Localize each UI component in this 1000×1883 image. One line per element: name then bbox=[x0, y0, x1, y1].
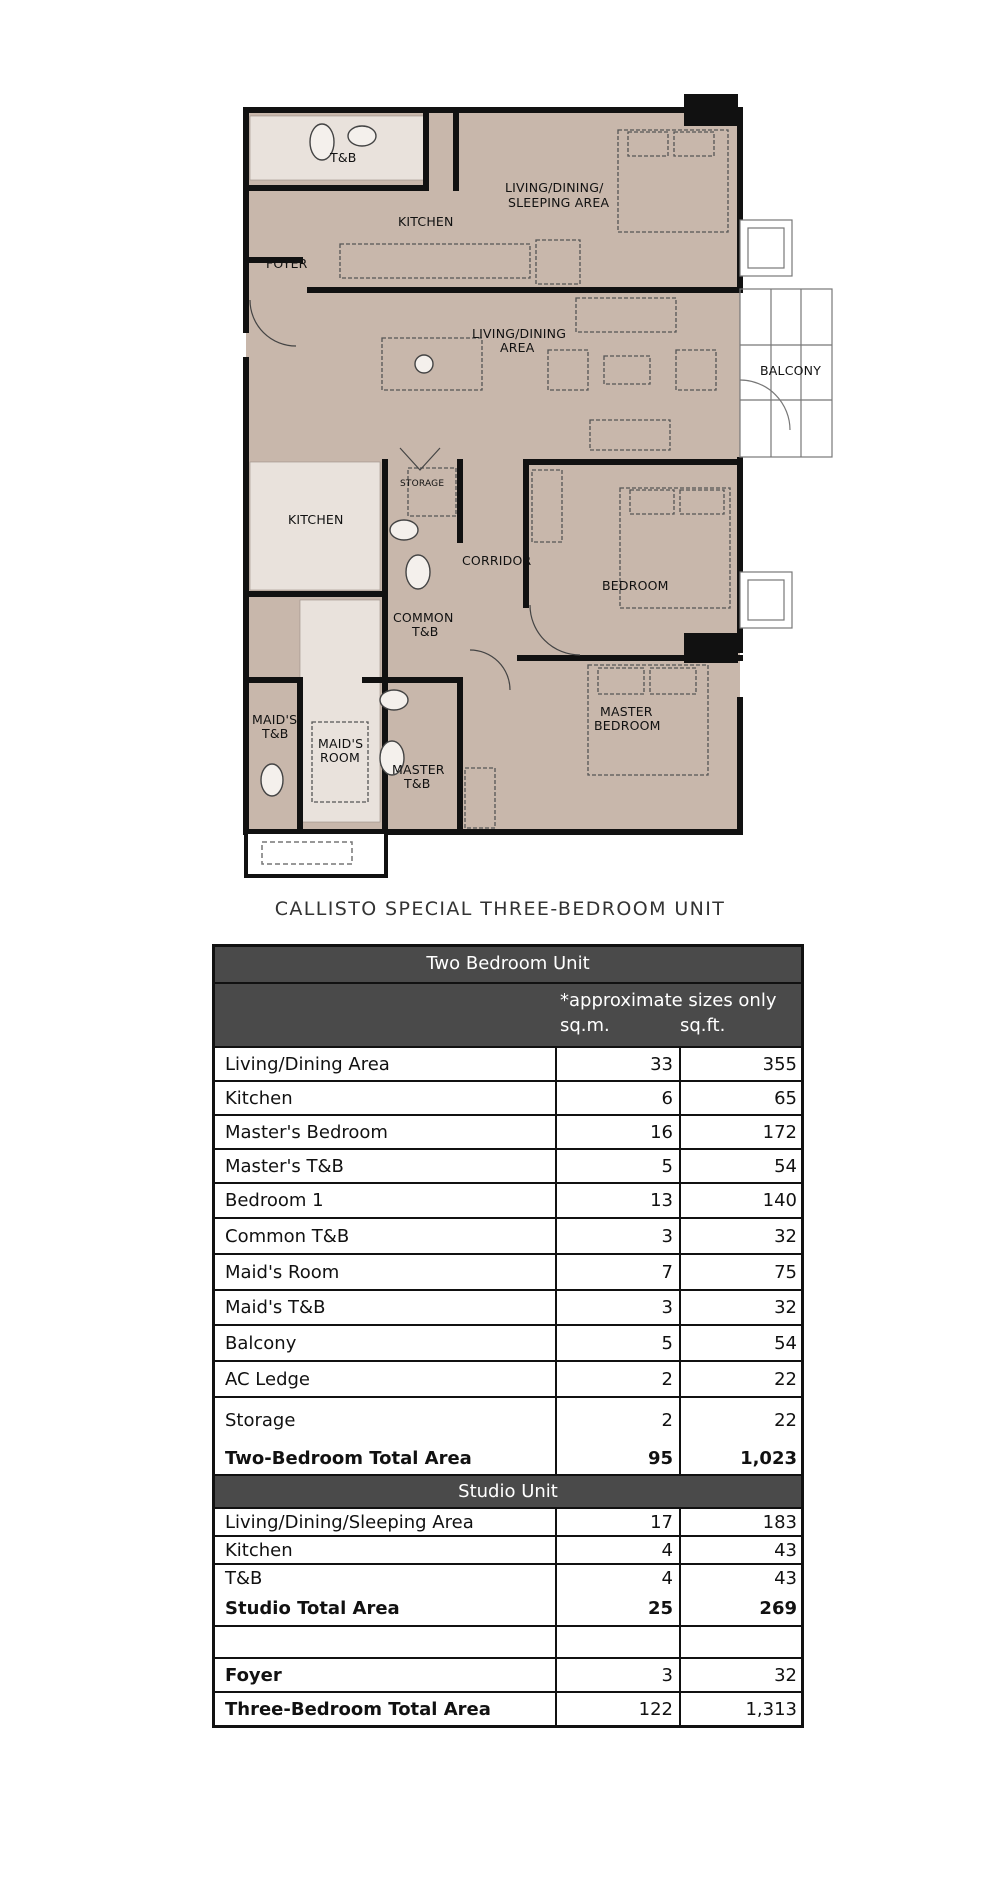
row-sqm: 95 bbox=[557, 1442, 681, 1474]
table-row bbox=[215, 1255, 801, 1291]
table-row bbox=[215, 1291, 801, 1326]
table-row bbox=[215, 1082, 801, 1116]
row-label: Studio Total Area bbox=[215, 1591, 557, 1625]
label-kitchen-left: KITCHEN bbox=[288, 512, 344, 527]
table-row bbox=[215, 1565, 801, 1591]
area-table bbox=[212, 944, 804, 1728]
label-living-dining-1: LIVING/DINING bbox=[472, 326, 567, 341]
row-sqm: 4 bbox=[557, 1537, 681, 1563]
row-sqm: 3 bbox=[557, 1291, 681, 1324]
row-label: Kitchen bbox=[215, 1537, 557, 1563]
row-sqm: 4 bbox=[557, 1565, 681, 1591]
row-sqm: 7 bbox=[557, 1255, 681, 1289]
table-row bbox=[215, 1362, 801, 1398]
table-row bbox=[215, 1326, 801, 1362]
label-corridor: CORRIDOR bbox=[462, 553, 532, 568]
table-row bbox=[215, 1537, 801, 1565]
row-label: AC Ledge bbox=[215, 1362, 557, 1396]
row-sqft: 269 bbox=[759, 1597, 797, 1619]
label-master-bedroom-2: BEDROOM bbox=[594, 718, 661, 733]
row-sqft: 1,313 bbox=[745, 1698, 797, 1720]
plan-caption: CALLISTO SPECIAL THREE-BEDROOM UNIT bbox=[274, 898, 726, 920]
empty-row bbox=[215, 1627, 801, 1659]
table-row bbox=[215, 1219, 801, 1255]
label-bedroom: BEDROOM bbox=[602, 578, 669, 593]
three-bedroom-total-row bbox=[215, 1693, 801, 1725]
label-storage: STORAGE bbox=[400, 479, 445, 489]
label-master-tb-2: T&B bbox=[404, 776, 431, 791]
table-row bbox=[215, 1116, 801, 1150]
label-foyer: FOYER bbox=[266, 256, 308, 271]
studio-header: Studio Unit bbox=[215, 1476, 801, 1509]
table-row bbox=[215, 1509, 801, 1537]
row-sqft: 22 bbox=[774, 1409, 797, 1431]
label-maids-room-2: ROOM bbox=[320, 750, 360, 765]
row-label: Maid's Room bbox=[215, 1255, 557, 1289]
row-sqft: 140 bbox=[762, 1190, 797, 1211]
foyer-row bbox=[215, 1659, 801, 1693]
label-kitchen-top: KITCHEN bbox=[398, 214, 454, 229]
row-sqft: 32 bbox=[774, 1664, 797, 1686]
row-label: Kitchen bbox=[215, 1082, 557, 1114]
row-sqm: 16 bbox=[557, 1116, 681, 1148]
label-common-tb-1: COMMON bbox=[393, 610, 454, 625]
label-master-bedroom-1: MASTER bbox=[600, 704, 653, 719]
row-label: Master's T&B bbox=[215, 1150, 557, 1182]
unit-sqm: sq.m. bbox=[560, 1015, 610, 1036]
label-maids-room-1: MAID'S bbox=[318, 736, 364, 751]
approximate-note: *approximate sizes only bbox=[560, 990, 777, 1011]
row-sqm: 33 bbox=[557, 1048, 681, 1080]
table-row bbox=[215, 1150, 801, 1184]
row-label: Maid's T&B bbox=[215, 1291, 557, 1324]
two-bedroom-header: Two Bedroom Unit bbox=[215, 947, 801, 984]
table-row bbox=[215, 1398, 801, 1442]
row-label: Master's Bedroom bbox=[215, 1116, 557, 1148]
studio-total-row bbox=[215, 1591, 801, 1627]
row-label: Living/Dining Area bbox=[215, 1048, 557, 1080]
row-sqft: 43 bbox=[774, 1539, 797, 1561]
row-label: Storage bbox=[215, 1398, 557, 1442]
row-sqm: 5 bbox=[557, 1150, 681, 1182]
floor-plan bbox=[0, 0, 1000, 890]
two-bedroom-rows bbox=[215, 1048, 801, 1442]
label-tb-top: T&B bbox=[330, 150, 357, 165]
row-sqm: 122 bbox=[557, 1693, 681, 1725]
row-sqft: 65 bbox=[774, 1087, 797, 1109]
row-sqft: 1,023 bbox=[740, 1447, 797, 1469]
row-label: Foyer bbox=[215, 1659, 557, 1691]
row-sqft: 355 bbox=[762, 1053, 797, 1075]
row-sqm: 17 bbox=[557, 1509, 681, 1535]
row-label: Living/Dining/Sleeping Area bbox=[215, 1509, 557, 1535]
row-sqm: 25 bbox=[557, 1591, 681, 1625]
label-maids-tb-1: MAID'S bbox=[252, 712, 298, 727]
row-label: T&B bbox=[215, 1565, 557, 1591]
row-sqft: 172 bbox=[762, 1121, 797, 1143]
two-bedroom-total-row bbox=[215, 1442, 801, 1476]
row-sqft: 32 bbox=[774, 1225, 797, 1247]
row-sqft: 22 bbox=[774, 1368, 797, 1390]
label-common-tb-2: T&B bbox=[412, 624, 439, 639]
studio-rows bbox=[215, 1509, 801, 1591]
row-label: Common T&B bbox=[215, 1219, 557, 1253]
row-sqft: 54 bbox=[774, 1332, 797, 1354]
label-studio-living-1: LIVING/DINING/ bbox=[505, 180, 604, 195]
label-balcony: BALCONY bbox=[760, 363, 822, 378]
row-label: Three-Bedroom Total Area bbox=[215, 1693, 557, 1725]
label-living-dining-2: AREA bbox=[500, 340, 535, 355]
label-studio-living-2: SLEEPING AREA bbox=[508, 195, 610, 210]
ac-ledge bbox=[246, 832, 386, 876]
table-row bbox=[215, 1184, 801, 1219]
row-sqft: 43 bbox=[774, 1567, 797, 1589]
table-row bbox=[215, 1048, 801, 1082]
row-sqm: 5 bbox=[557, 1326, 681, 1360]
row-sqm: 13 bbox=[557, 1184, 681, 1217]
label-maids-tb-2: T&B bbox=[262, 726, 289, 741]
row-sqm: 6 bbox=[557, 1082, 681, 1114]
unit-sqft: sq.ft. bbox=[680, 1015, 726, 1036]
row-sqft: 54 bbox=[774, 1155, 797, 1177]
row-sqm: 2 bbox=[557, 1398, 681, 1442]
row-sqm: 3 bbox=[557, 1659, 681, 1691]
row-sqft: 75 bbox=[774, 1261, 797, 1283]
row-label: Two-Bedroom Total Area bbox=[215, 1442, 557, 1474]
row-sqm: 3 bbox=[557, 1219, 681, 1253]
label-master-tb-1: MASTER bbox=[392, 762, 445, 777]
row-sqft: 183 bbox=[762, 1511, 797, 1533]
row-label: Balcony bbox=[215, 1326, 557, 1360]
row-sqm: 2 bbox=[557, 1362, 681, 1396]
row-sqft: 32 bbox=[774, 1297, 797, 1318]
row-label: Bedroom 1 bbox=[215, 1184, 557, 1217]
size-note-row bbox=[215, 984, 801, 1048]
